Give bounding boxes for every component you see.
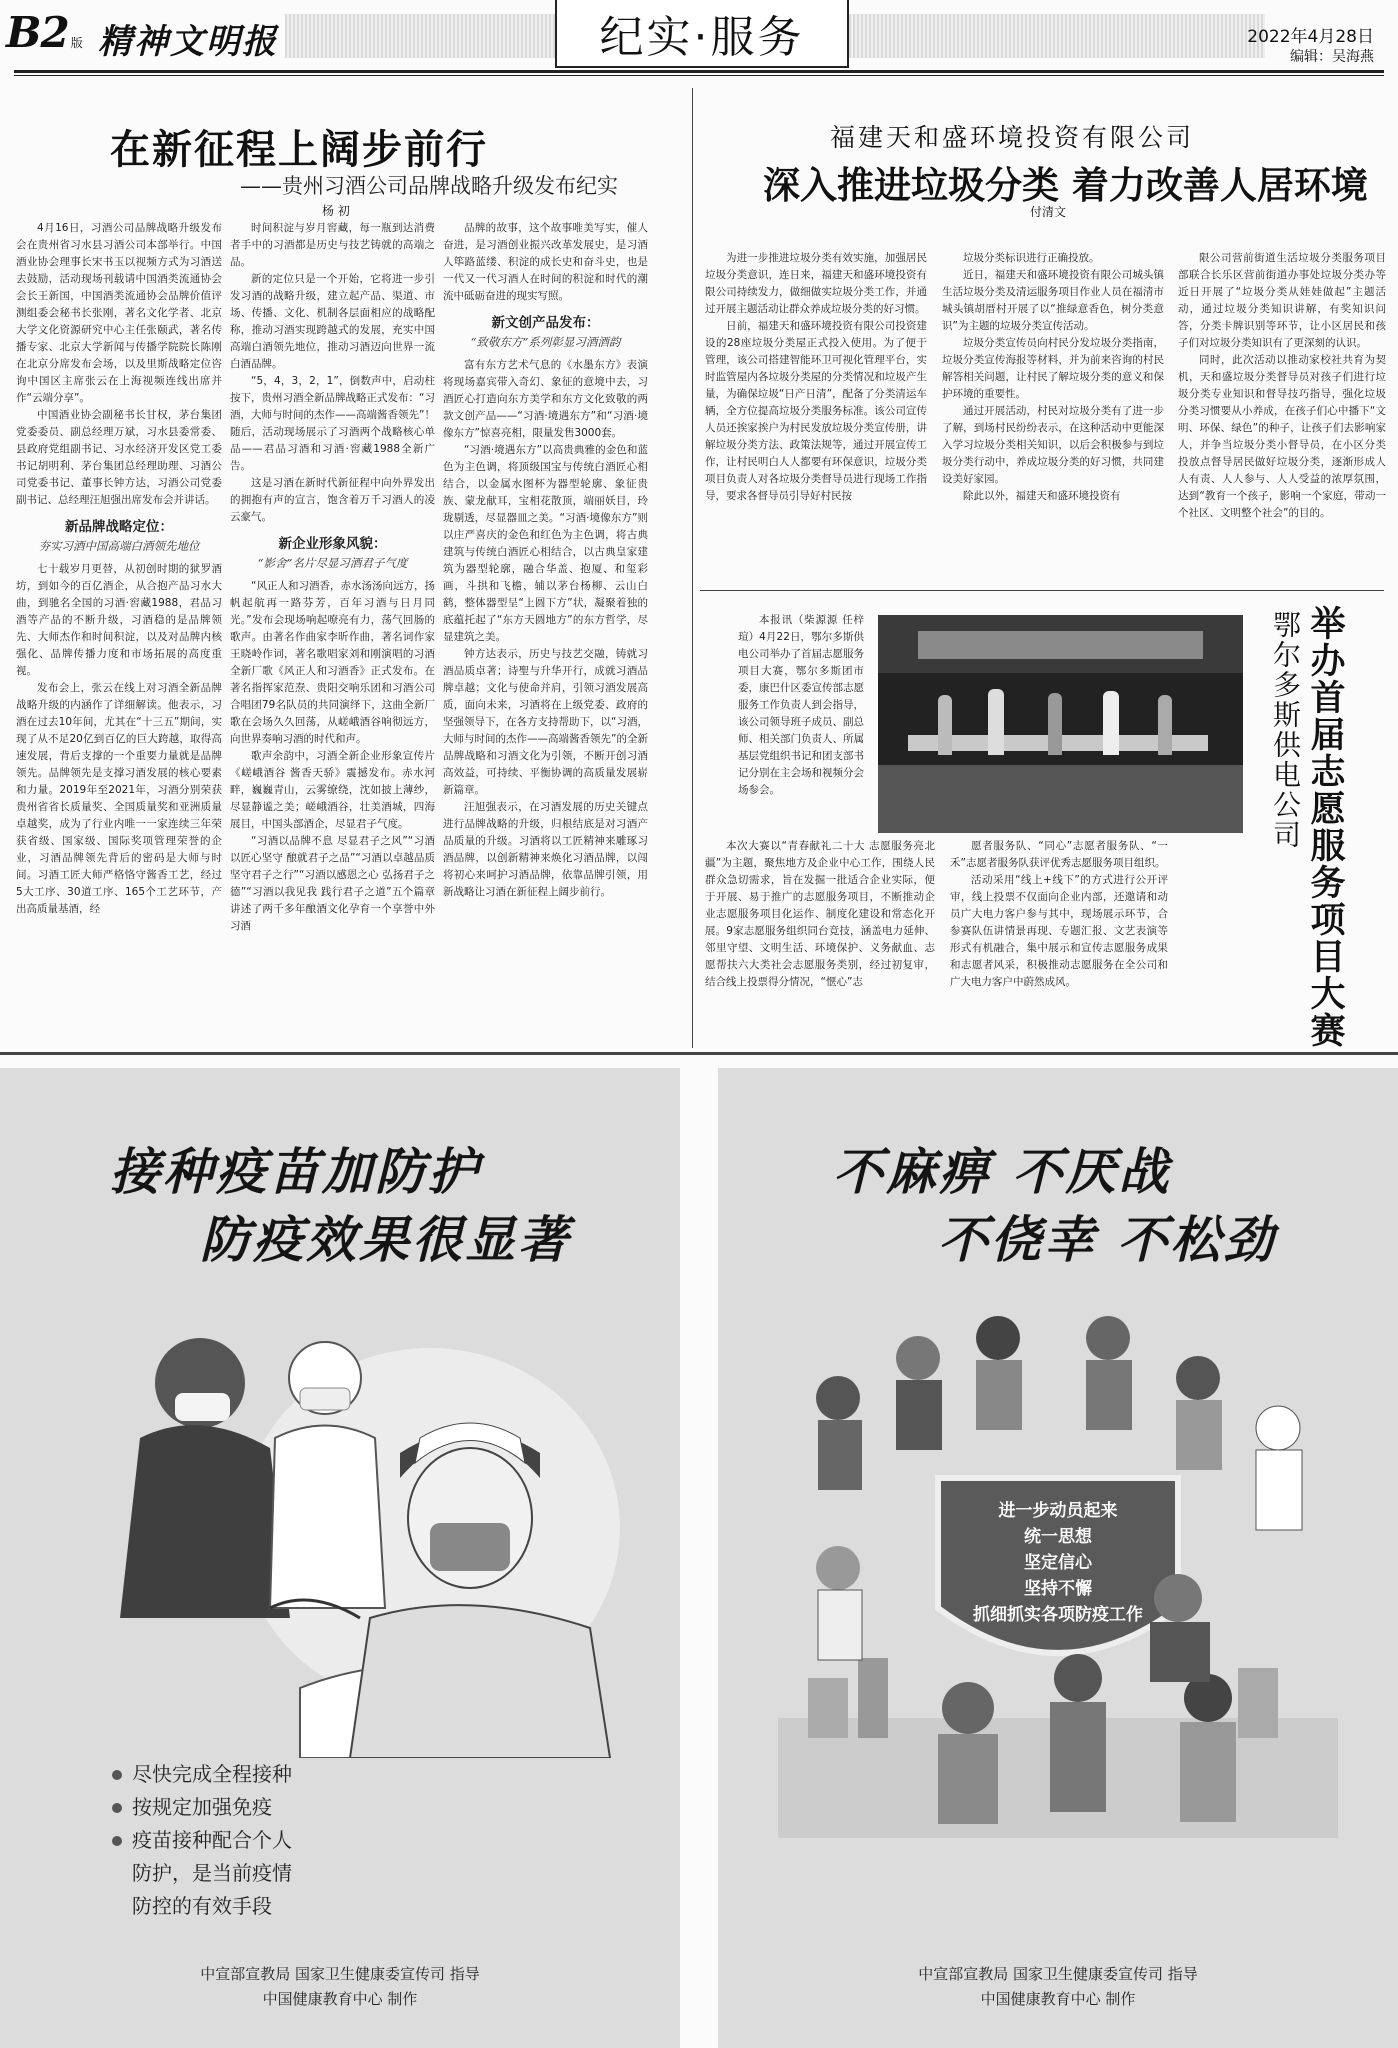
article1-subtitle: ——贵州习酒公司品牌战略升级发布纪实 [240,174,618,198]
column-divider [692,88,693,1048]
article1-column-2: 时间积淀与岁月窖藏，每一瓶到达消费者手中的习酒都是历史与技艺铸就的高端之品。 新的定位只是一个开始，它将进一步引发习酒的战略升级，建立起产品、渠道、市场、传播、文化、机制各层面相应的战略配称，推动习酒实现跨越式的发展，充实中国高端白酒领先地位，推动习酒迈向世界一流白酒品牌。 “5，4，3，2，1”，倒数声中，启动柱按下，贵州习酒全新品牌战略正式发布：“习酒，大师与时间的杰作——高端酱香领先”！随后，活动现场展示了习酒两个战略核心单品——君品习酒和习酒·窖藏1988全新广告。 这是习酒在新时代新征程中向外界发出的拥抱有声的宣言，饱含着万千习酒人的凌云豪气。 新企业形象风貌： “影舍”名片尽显习酒君子气度 “风正人和习酒香，赤水汤汤向远方，扬帆起航再一路芬芳，百年习酒与日月同光。”发布会现场响起嘹亮有力，荡气回肠的歌声。由著名作曲家李昕作曲，著名词作家王晓岭作词，著名歌唱家刘和刚演唱的习酒全新厂歌《风正人和习酒香》正式发布。在著名指挥家范焘、贵阳交响乐团和习酒公司合唱团79名队员的共同演绎下，这曲全新厂歌在会场久久回荡，从嵯峨酒谷响彻远方，向世界奏响习酒的时代和声。 歌声余韵中，习酒全新企业形象宣传片《嵯峨酒谷 酱香天骄》震撼发布。赤水河畔，巍巍青山，云雾缭绕，沈如披上薄纱，尽显静谧之美；嵯峨酒谷，壮美酒城，四海展目，中国头部酒企，尽显君子气度。 “习酒以品牌不息 尽显君子之风”“习酒以匠心坚守 酿就君子之品”“习酒以卓越品质 坚守君子之行”“习酒以感恩之心 弘扬君子之德”“习酒以我见我 践行君子之道”五个篇章讲述了两千多年酿酒文化孕育一个享誉中外习酒 [230,222,435,932]
page-divider [0,1052,1398,1055]
shield-line: 进一步动员起来 [998,1501,1118,1521]
article2-bottom-rule [700,590,1384,591]
article2-column-1: 为进一步推进垃圾分类有效实施，加强居民垃圾分类意识，连日来，福建天和盛环境投资有限公司持续发力，做细做实垃圾分类工作，并通过开展主题活动让群众养成垃圾分类的好习惯。 日前，福建天和盛环境投资有限公司投资建设的28座垃圾分类屋正式投入使用。为了便于管理，该公司搭建智能环卫可视化管理平台，实时监管屋内各垃圾分类屋的分类情况和垃圾产生量，为确保垃圾“日产日清”，配备了分类清运车辆，全方位提高垃圾分类服务标准。该公司宣传人员还挨家挨户为村民发放垃圾分类宣传册，讲解垃圾分类方法、政策法规等，通过开展宣传工作，让村民明白人人都要有环保意识，垃圾分类项目负责人对各垃圾分类督导员进行现场工作指导，要求各督导员引导好村民按 [705,252,927,502]
bullet-continuation: 防护，是当前疫情 [132,1861,292,1885]
article3-column-1: 本报讯（柴源源 任梓瑄）4月22日，鄂尔多斯供电公司举办了首届志愿服务项目大赛，鄂尔多斯团市委，康巴什区委宣传部志愿服务工作负责人到会指导，该公司领导班子成员、副总师、相关部门负责人、所属基层党组织书记和团支部书记分别在主会场和视频分会场参会。 [738,614,864,796]
article1-author: 杨 初 [322,204,350,218]
editor-credit: 编辑：吴海燕 [1290,49,1374,65]
article2-column-3: 限公司营前街道生活垃圾分类服务项目部联合长乐区营前街道办事处垃圾分类办等近日开展了“垃圾分类从娃娃做起”主题活动，通过垃圾分类知识讲解，有奖知识问答，分类卡牌识别等环节，让小区居民和孩子们对垃圾分类知识有了更深刻的认识。 同时，此次活动以推动家校社共育为契机，天和盛垃圾分类督导员对孩子们进行垃圾分类专业知识和督导技巧指导，强化垃圾分类习惯要从小养成，在孩子们心中播下“文明、环保、绿色”的种子，让孩子们去影响家人，并争当垃圾分类小督导员，在小区分类投放点督导居民做好垃圾分类，逐渐形成人人有责、人人参与、人人受益的浓厚氛围，达到“教育一个孩子，影响一个家庭，带动一个社区、文明整个社会”的目的。 [1178,252,1386,519]
event-photo [878,615,1243,833]
article2-author: 付清文 [1030,205,1067,219]
bullet-item: 按规定加强免疫 [110,1791,292,1824]
antiepidemic-psa-footer-producer: 中国健康教育中心 制作 [980,1990,1136,2008]
bullet-item: 疫苗接种配合个人 [110,1824,292,1857]
vaccine-psa-line2: 防疫效果很显著 [200,1211,571,1269]
article1-title: 在新征程上阔步前行 [110,127,488,173]
antiepidemic-psa-panel [718,1068,1398,2048]
article2-column-2: 垃圾分类标识进行正确投放。 近日，福建天和盛环境投资有限公司城头镇生活垃圾分类及清运服务项目作业人员在福清市城头镇胡厝村开展了以“推绿意香色，树分类意识”为主题的垃圾分类宣传活动。 垃圾分类宣传员向村民分发垃圾分类指南，垃圾分类宣传海报等材料，并为前来咨询的村民解答相关问题，让村民了解垃圾分类的意义和保护环境的重要性。 通过开展活动，村民对垃圾分类有了进一步了解，到场村民纷纷表示，在这种活动中更能深入学习垃圾分类相关知识，以后会积极参与到垃圾分类行动中，养成垃圾分类的好习惯，共同建设美好家园。 除此以外，福建天和盛环境投资有 [942,252,1164,502]
article2-title: 深入推进垃圾分类 着力改善人居环境 [763,164,1368,207]
shield-line: 统一思想 [1024,1527,1092,1547]
page-number: B2 版 [6,8,82,57]
section-title: 纪实·服务 [555,0,849,68]
masthead-band-left [285,14,555,58]
article3-title: 鄂尔多斯供电公司 [1269,610,1302,850]
masthead-band-right [845,14,1265,58]
issue-date: 2022年4月28日 [1247,27,1374,47]
bullet-item: 尽快完成全程接种 [110,1758,292,1791]
newspaper-name: 精神文明报 [98,22,278,62]
article3-column-2: 本次大赛以“青春献礼二十大 志愿服务亮北疆”为主题，聚焦地方及企业中心工作，围绕人民群众急切需求，旨在发掘一批适合企业实际，便于开展、易于推广的志愿服务项目，不断推动企业志愿服务项目化运作、制度化建设和常态化开展。9家志愿服务组织同台竞技，涵盖电力延伸、邻里守望、文明生活、环境保护、义务献血、志愿帮扶六大类社会志愿服务类别，经过初复审，结合线上投票得分情况，“惬心”志 [705,840,935,988]
masthead-rule [14,70,1384,73]
article3-subtitle: 举办首届志愿服务项目大赛 [1305,605,1345,1049]
shield-line: 坚定信心 [1024,1553,1092,1573]
vaccine-bullet-list [110,1758,292,1923]
article2-company: 福建天和盛环境投资有限公司 [830,123,1195,152]
shield-line: 坚持不懈 [1024,1579,1092,1599]
vaccination-illustration [70,1288,630,1758]
vaccine-psa-footer-guide: 中宣部宣教局 国家卫生健康委宣传司 指导 [200,1965,480,1983]
vaccine-psa-line1: 接种疫苗加防护 [110,1143,481,1201]
vaccine-psa-footer-producer: 中国健康教育中心 制作 [262,1990,418,2008]
antiepidemic-psa-line1: 不麻痹 不厌战 [833,1143,1172,1201]
vaccine-psa-panel [0,1068,680,2048]
antiepidemic-psa-line2: 不侥幸 不松劲 [938,1211,1277,1269]
article1-column-1: 4月16日，习酒公司品牌战略升级发布会在贵州省习水县习酒公司本部举行。中国酒业协会理事长宋书玉以视频方式为习酒送去鼓励，活动现场刊载请中国酒类流通协会会长王新国，中国酒类流通协会品牌价值评测组委会秘书长张刚，著名文化学者、北京大学文化资源研究中心主任张颐武，著名传播专家、北京大学新闻与传播学院院长陈刚在北京分席发布会场，以及里斯战略定位咨询中国区主席张云在上海视频连线出席并作“云端分享”。 中国酒业协会副秘书长甘权，茅台集团党委委员、副总经理万斌，习水县委常委、县政府党组副书记、习水经济开发区党工委书记胡明利、茅台集团总经理助理、习酒公司党委书记、董事长钟方达，习酒公司党委副书记、总经理汪旭强出席发布会并讲话。 新品牌战略定位： 夯实习酒中国高端白酒领先地位 七十载岁月更替，从初创时期的狱罗酒坊，到如今的百亿酒企，从合抱产品习水大曲，到驰名全国的习酒·窖藏1988，君品习酒等产品的不断升级，习酒稳的是品牌领先、大师杰作和时间积淀，以及对品牌内核强化、品牌传播力度和市场拓展的高度重视。 发布会上，张云在线上对习酒全新品牌战略升级的内涵作了详细解读。他表示，习酒在过去10年间，尤其在“十三五”期间，实现了从不足20亿到百亿的巨大跨越，取得高速发展，背后支撑的一个重要力量就是品牌领先。品牌领先是支撑习酒发展的核心要素和力量。2019年至2021年，习酒分别荣获贵州省省长质量奖、全国质量奖和亚洲质量卓越奖，成为了行业内唯一一家连续三年荣获省级、国家级、国际奖项管理荣誉的企业，习酒品牌领先背后的密码是大师与时间。习酒工匠大师严格恪守酱香工艺，经过5大工序、30道工序、165个工艺环节，产出高质量基酒，经 [16,222,222,915]
article3-column-3: 愿者服务队、“同心”志愿者服务队、“一禾”志愿者服务队获评优秀志愿服务项目组织。 活动采用“线上+线下”的方式进行公开评审，线上投票不仅面向企业内部，还邀请和动员广大电力客户参与其中，现场展示环节，合参赛队伍讲情景再现、专题汇报、文艺表演等形式有机融合，集中展示和宣传志愿服务成果和志愿者风采，积极推动志愿服务在全公司和广大电力客户中蔚然成风。 [950,840,1168,988]
article1-column-3: 品牌的故事，这个故事唯美写实，催人奋进，是习酒创业振兴改革发展史，是习酒人筚路蓝缕、积淀的成长史和奋斗史，也是一代又一代习酒人在时间的积淀和时代的潮流中砥砺奋进的现实写照。 新文创产品发布： “致敬东方”系列彰显习酒酒韵 富有东方艺术气息的《水墨东方》表演将现场嘉宾带入奇幻、象征的意境中去，习酒匠心打造向东方美学和东方文化致敬的两款文创产品——“习酒·境遇东方”和“习酒·境像东方”惊喜亮相，限量发售3000套。 “习酒·境遇东方”以高贵典雅的金色和蓝色为主色调，将顶级国宝与传统白酒匠心相结合，以金属水图杯为器型轮廓、象征贵族、蒙龙献耳，宝相花散顶，端丽妖目，玲珑剔透，尽显器皿之美。“习酒·境像东方”则以庄严喜庆的金色和红色为主色调，将古典建筑与传统白酒匠心相结合，以古典皇家建筑为器型轮廓，融合华盖、抱厦、和玺彩画，斗拱和飞檐，辅以茅台杨柳、云山白鹤，整体器型呈“上圆下方”状，凝聚着独的底蕴托起了“东方天圆地方”的东方哲学，尽显建筑之美。 钟方达表示，历史与技艺交融，铸就习酒品质卓著；诗聖与升华开行，成就习酒品牌卓越；文化与使命并肩，引领习酒发展高质，面向未来，习酒将在上级党委、政府的坚强领导下，在各方支持帮助下，以“习酒，大师与时间的杰作——高端酱香领先”的全新品牌战略和习酒文化为引领，不断开创习酒高效益，可持续、平衡协调的高质量发展崭新篇章。 汪旭强表示，在习酒发展的历史关键点进行品牌战略的升级，归根结底是对习酒产品质量的升级。习酒将以工匠精神来雕琢习酒品牌，以创新精神来焕化习酒品牌，以闯将初心来呵护习酒品牌，依靠品牌引领，用新战略让习酒在新征程上阔步前行。 [443,222,648,898]
masthead-rule-thin [14,75,1384,76]
shield-line: 抓细抓实各项防疫工作 [973,1605,1143,1625]
shield-slogan [938,1498,1178,1628]
antiepidemic-psa-footer-guide: 中宣部宣教局 国家卫生健康委宣传司 指导 [918,1965,1198,1983]
bullet-continuation: 防控的有效手段 [132,1894,272,1918]
